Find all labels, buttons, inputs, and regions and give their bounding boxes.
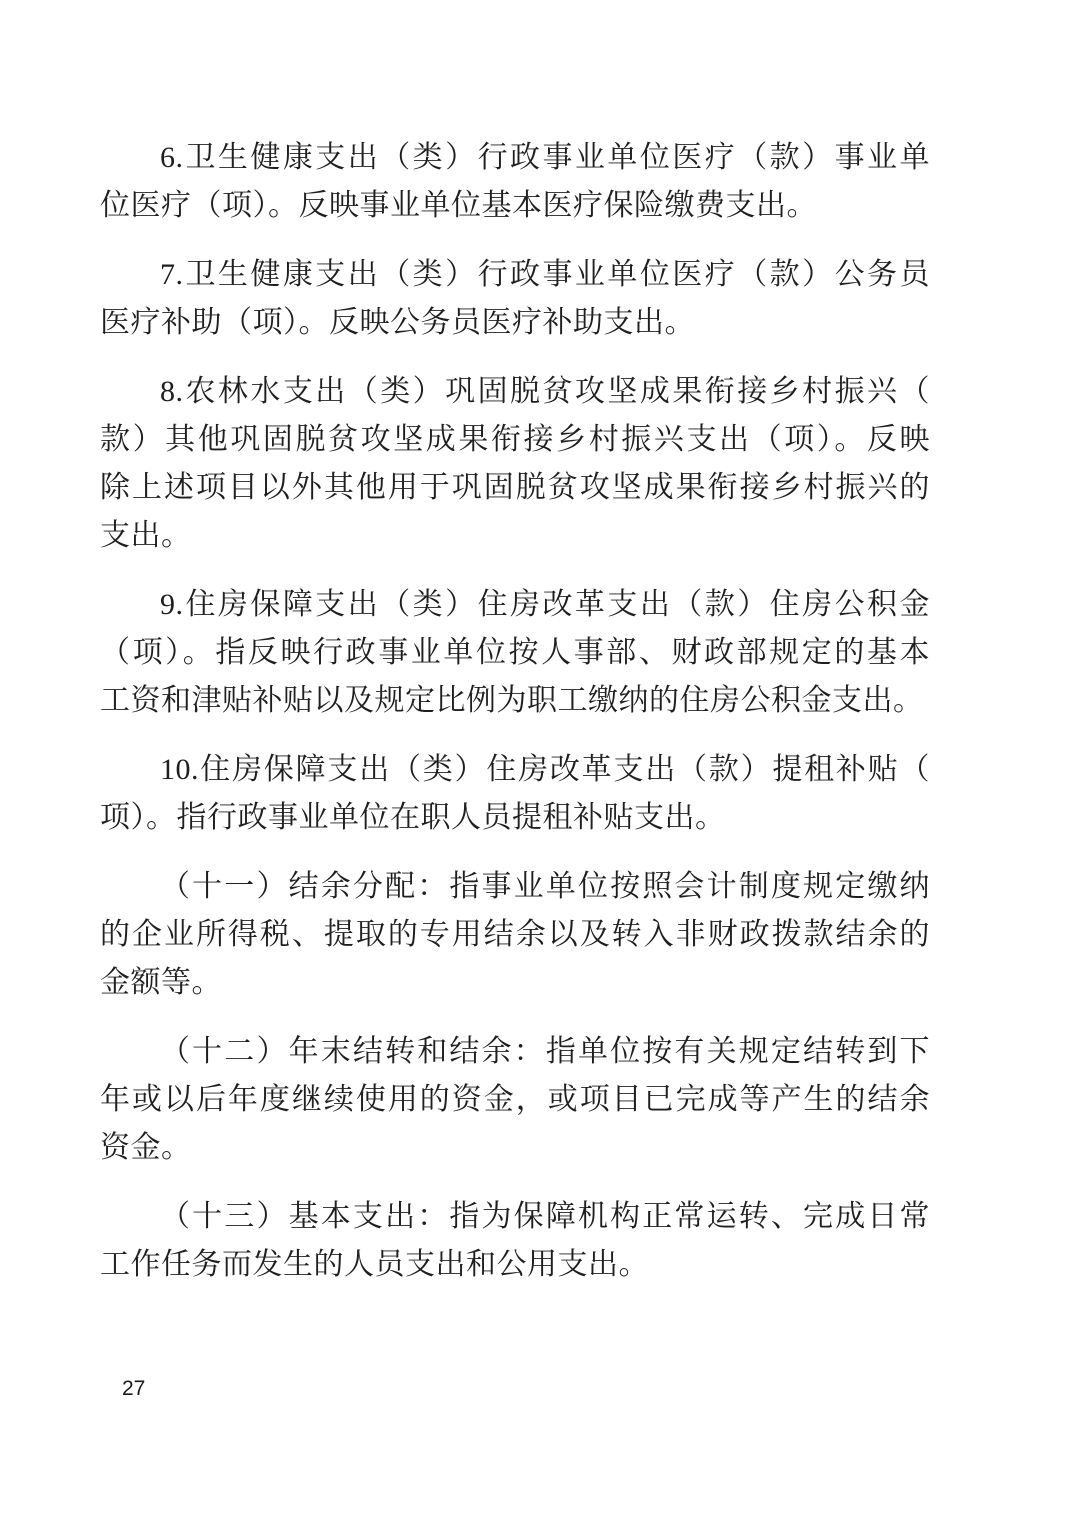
paragraph-13 (100, 1193, 930, 1289)
paragraph-10 (100, 746, 930, 842)
paragraph-6 (100, 134, 930, 230)
text-line: 工作任务而发生的人员支出和公用支出。 (100, 1248, 649, 1281)
text-line: 9.住房保障支出（类）住房改革支出（款）住房公积金 (160, 588, 930, 621)
text-line: 7.卫生健康支出（类）行政事业单位医疗（款）公务员 (160, 258, 930, 291)
text-line: （十二）年末结转和结余：指单位按有关规定结转到下 (160, 1035, 930, 1068)
text-line: 除上述项目以外其他用于巩固脱贫攻坚成果衔接乡村振兴的 (100, 471, 930, 504)
paragraph-8 (100, 368, 930, 560)
text-line: （项）。指反映行政事业单位按人事部、财政部规定的基本 (100, 636, 930, 669)
text-line: （十三）基本支出：指为保障机构正常运转、完成日常 (160, 1200, 930, 1233)
page-content (100, 134, 930, 1310)
text-line: 8.农林水支出（类）巩固脱贫攻坚成果衔接乡村振兴（ (160, 375, 930, 408)
text-line: 的企业所得税、提取的专用结余以及转入非财政拨款结余的 (100, 918, 930, 951)
paragraph-11 (100, 863, 930, 1007)
text-line: 年或以后年度继续使用的资金，或项目已完成等产生的结余 (100, 1083, 930, 1116)
text-line: 位医疗（项）。反映事业单位基本医疗保险缴费支出。 (100, 189, 817, 222)
text-line: （十一）结余分配：指事业单位按照会计制度规定缴纳 (160, 870, 930, 903)
paragraph-12 (100, 1028, 930, 1172)
text-line: 金额等。 (100, 966, 222, 999)
text-line: 款）其他巩固脱贫攻坚成果衔接乡村振兴支出（项）。反映 (100, 423, 930, 456)
text-line: 项）。指行政事业单位在职人员提租补贴支出。 (100, 801, 726, 834)
paragraph-7 (100, 251, 930, 347)
paragraph-9 (100, 581, 930, 725)
text-line: 支出。 (100, 519, 192, 552)
page-number: 27 (122, 1377, 146, 1400)
text-line: 10.住房保障支出（类）住房改革支出（款）提租补贴（ (160, 753, 930, 786)
text-line: 工资和津贴补贴以及规定比例为职工缴纳的住房公积金支出。 (100, 684, 924, 717)
text-line: 6.卫生健康支出（类）行政事业单位医疗（款）事业单 (160, 141, 930, 174)
text-line: 资金。 (100, 1131, 192, 1164)
text-line: 医疗补助（项）。反映公务员医疗补助支出。 (100, 306, 695, 339)
